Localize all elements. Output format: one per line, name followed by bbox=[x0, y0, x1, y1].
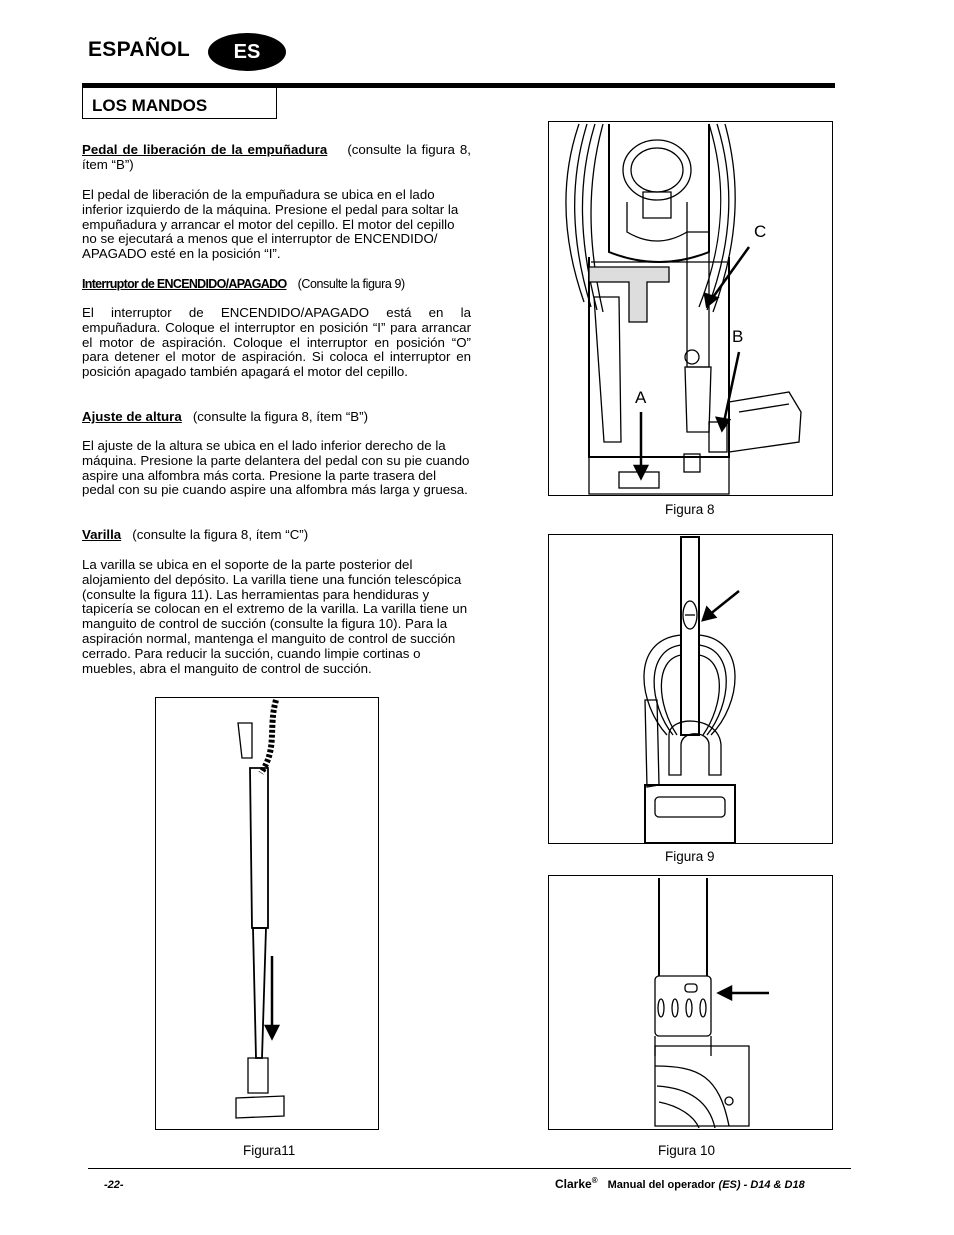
section-heading: Pedal de liberación de la empuñadura bbox=[82, 142, 328, 157]
section-power-switch bbox=[82, 277, 471, 292]
callout-a: A bbox=[635, 388, 647, 407]
footer-manual: Manual del operador bbox=[607, 1179, 716, 1191]
suction-control-illustration bbox=[549, 876, 833, 1130]
section-body: La varilla se ubica en el soporte de la parte posterior del alojamiento del depósito. La varilla tiene una función telescópica (consulte la figura 11). Las herramientas para hendiduras y tapicería se colocan en el extremo de la varilla. La varilla tiene un manguito de control de succión (consulte la figura 10). Para la aspiración normal, mantenga el manguito de control de succión cerrado. Para reducir la succión, cuando limpie cortinas o muebles, abra el manguito de control de succión. bbox=[82, 557, 468, 676]
section-body: El interruptor de ENCENDIDO/APAGADO está en la empuñadura. Coloque el interruptor en posición “I” para arrancar el motor de aspiración. Coloque el interruptor en posición “O” para detener el motor de aspiración. Si coloca el interruptor en posición apagado también apagará el motor del cepillo. bbox=[82, 305, 471, 380]
section-reference: (consulte la figura 8, ítem “B”) bbox=[82, 142, 471, 172]
language-label: ESPAÑOL bbox=[88, 38, 191, 61]
figure-9 bbox=[548, 534, 833, 844]
figure-8-caption: Figura 8 bbox=[665, 502, 715, 517]
section-reference: (consulte la figura 8, ítem “B”) bbox=[192, 409, 368, 424]
section-reference: (Consulte la figura 9) bbox=[297, 277, 405, 291]
page-number: -22- bbox=[104, 1179, 124, 1191]
language-badge: ES bbox=[208, 33, 286, 71]
footer-manual-title bbox=[555, 1176, 805, 1191]
vacuum-front-illustration bbox=[549, 122, 833, 496]
section-heading: Interruptor de ENCENDIDO/APAGADO bbox=[82, 277, 287, 291]
callout-b: B bbox=[732, 327, 744, 346]
section-body: El pedal de liberación de la empuñadura se ubica en el lado inferior izquierdo de la máquina. Presione el pedal para soltar la empuñadura y arrancar el motor del cepillo. El motor del cepillo no se ejecutará a menos que el interruptor de ENCENDIDO/ APAGADO esté en la posición “I”. bbox=[82, 187, 459, 262]
section-handle-release bbox=[82, 143, 471, 173]
section-title: LOS MANDOS bbox=[92, 96, 208, 115]
figure-9-caption: Figura 9 bbox=[665, 849, 715, 864]
telescopic-wand-illustration bbox=[156, 698, 379, 1130]
section-heading: Ajuste de altura bbox=[82, 409, 182, 424]
handle-switch-illustration bbox=[549, 535, 833, 844]
figure-10-caption: Figura 10 bbox=[658, 1143, 716, 1158]
figure-8 bbox=[548, 121, 833, 496]
section-reference: (consulte la figura 8, ítem “C”) bbox=[132, 527, 309, 542]
section-wand bbox=[82, 528, 471, 543]
footer-rule bbox=[88, 1168, 851, 1169]
footer-brand: Clarke bbox=[555, 1177, 592, 1191]
registered-mark: ® bbox=[591, 1176, 598, 1185]
footer-edition: (ES) - D14 & D18 bbox=[718, 1179, 805, 1191]
figure-11 bbox=[155, 697, 379, 1130]
section-heading: Varilla bbox=[82, 527, 122, 542]
section-height-adjust bbox=[82, 410, 471, 425]
callout-c: C bbox=[754, 222, 767, 241]
section-body: El ajuste de la altura se ubica en el lado inferior derecho de la máquina. Presione la parte delantera del pedal con su pie cuando aspire una alfombra más corta. Presione la parte trasera del pedal con su pie cuando aspire una alfombra más larga y gruesa. bbox=[82, 438, 470, 498]
figure-10 bbox=[548, 875, 833, 1130]
figure-11-caption: Figura11 bbox=[243, 1143, 296, 1158]
